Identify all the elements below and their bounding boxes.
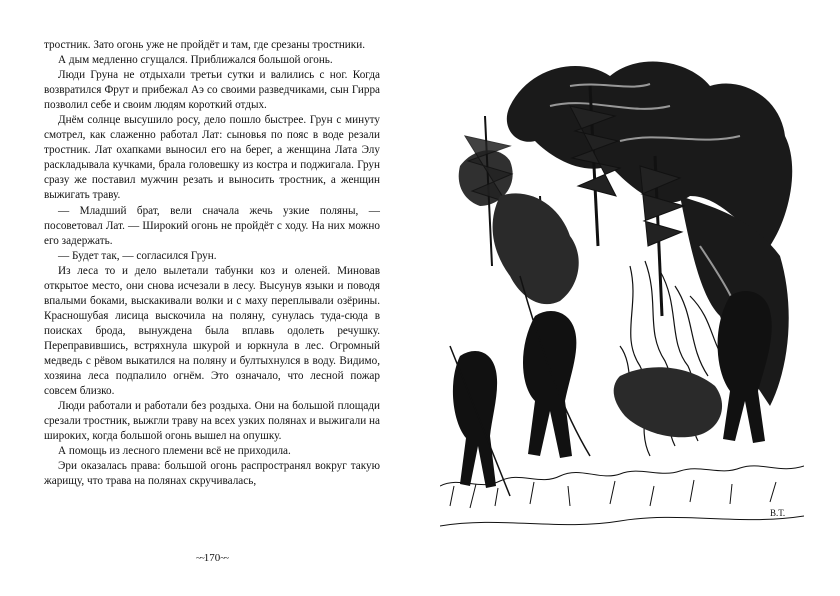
paragraph: А помощь из лесного племени всё не приходила. <box>58 445 291 458</box>
paragraph: Из леса то и дело вылетали табунки коз и оленей. Миновав открытое место, они снова исчезали в лесу. Высунув языки и поводя впалыми боками, выскакивали волки и с маху переплывали озёрины. Красношубая лисица выскочила на поляну, сунулась туда-сюда в поисках брода, вынуждена была вплавь одолеть речушку. Переправившись, встряхнула шкурой и юркнула в лес. Огромный медведь с рёвом выкатился на поляну и бултыхнулся в воду. Видимо, хозяина леса подпалило огнём. Это означало, что лесной пожар совсем близко. <box>44 264 380 398</box>
artist-signature: В.Т. <box>770 508 786 518</box>
folio-ornament-left: ~~ <box>196 553 204 563</box>
folio-ornament-right: ~~ <box>220 553 228 563</box>
page-number-value: 170 <box>203 552 221 564</box>
paragraph: Люди работали и работали без роздыха. Они на большой площади срезали тростник, выжгли траву на всех узких полянах и выжигали на широких, когда большой огонь вышел на опушку. <box>44 400 380 443</box>
paragraph: Эри оказалась права: большой огонь распространял вокруг такую жарищу, что трава на полянах скручивалась, <box>44 460 380 488</box>
paragraph: тростник. Зато огонь уже не пройдёт и там, где срезаны тростники. <box>44 39 366 51</box>
paragraph: — Младший брат, вели сначала жечь узкие поляны, — посоветовал Лат. — Широкий огонь не пройдёт с ходу. На них можно его задержать. <box>44 204 380 247</box>
human-figures <box>453 291 772 488</box>
paragraph: А дым медленно сгущался. Приближался большой огонь. <box>58 54 333 67</box>
forest-fire-illustration <box>440 46 804 540</box>
page-number <box>172 552 252 564</box>
paragraph: Днём солнце высушило росу, дело пошло быстрее. Грун с минуту смотрел, как слаженно работал Лат: сыновья по пояс в воде резали тростник. Лат охапками выносил его на берег, а женщина Лата Элу раскладывала кучками, брала головешку из костра и поджигала. Грун сразу же поставил мужчин резать и выносить тростник, а женщин выжигать траву. <box>44 114 380 202</box>
paragraph: — Будет так, — согласился Грун. <box>58 249 217 262</box>
illustration <box>440 46 804 540</box>
paragraph: Люди Груна не отдыхали третьи сутки и валились с ног. Когда возвратился Фрут и прибежал Аэ со своими разведчиками, сын Гирра позволил себе и своим людям короткий отдых. <box>44 69 380 112</box>
body-text <box>44 38 380 489</box>
